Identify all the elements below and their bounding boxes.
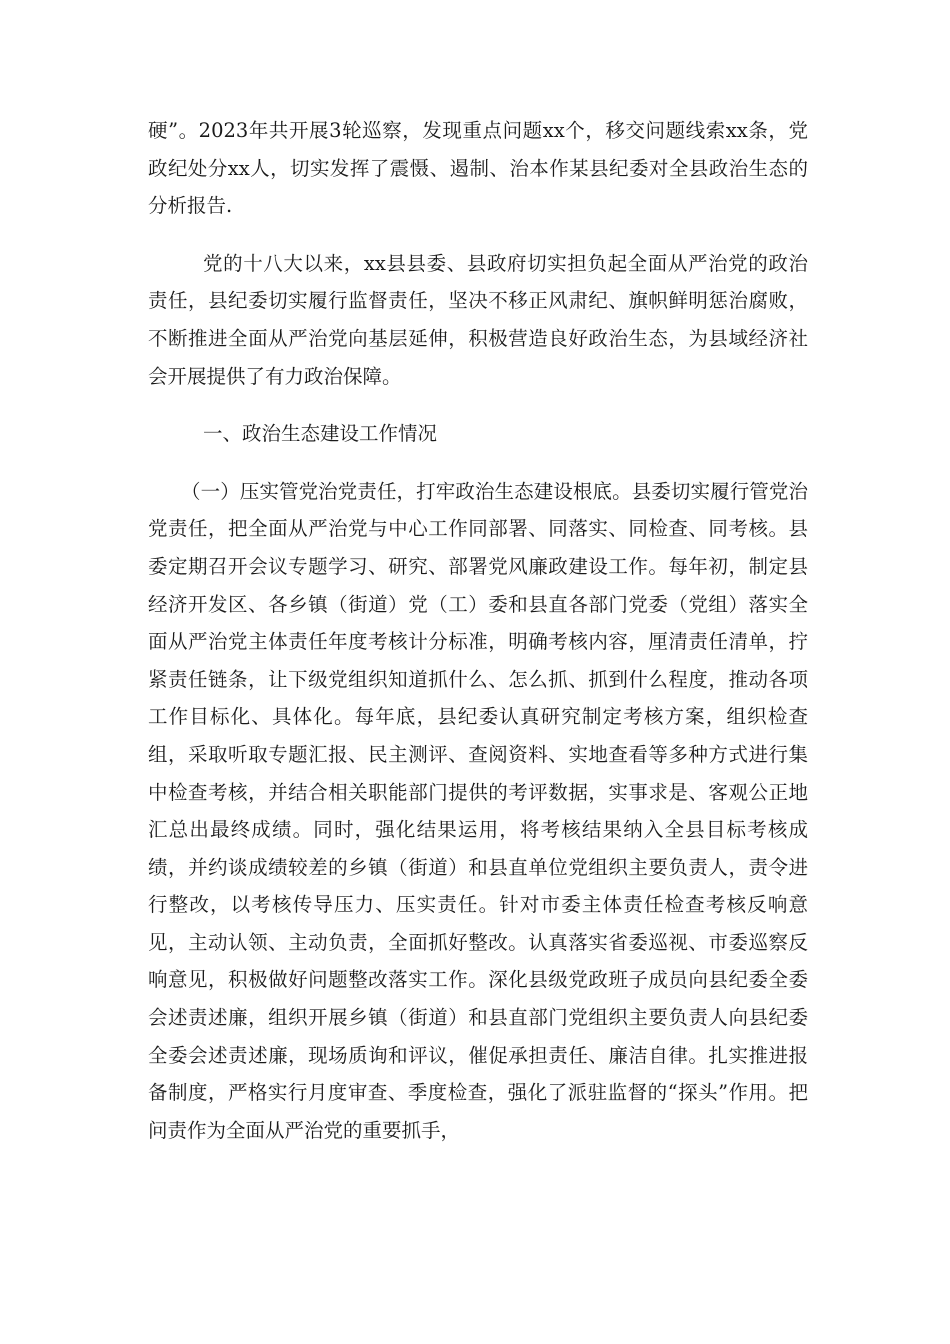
section-heading: 一、政治生态建设工作情况 (203, 422, 438, 446)
document-body (148, 112, 808, 1149)
paragraph-intro: 党的十八大以来，xx县县委、县政府切实担负起全面从严治党的政治责任，县纪委切实履行监督责任，坚决不移正风肃纪、旗帜鲜明惩治腐败，不断推进全面从严治党向基层延伸，积极营造良好政治生态，为县域经济社会开展提供了有力政治保障。 (148, 251, 808, 388)
paragraph-continuation: 硬”。2023年共开展3轮巡察，发现重点问题xx个，移交问题线索xx条，党政纪处分xx人，切实发挥了震慑、遏制、治本作某县纪委对全县政治生态的分析报告. (148, 119, 808, 218)
paragraph-section-1: （一）压实管党治党责任，打牢政治生态建设根底。县委切实履行管党治党责任，把全面从严治党与中心工作同部署、同落实、同检查、同考核。县委定期召开会议专题学习、研究、部署党风廉政建设工作。每年初，制定县经济开发区、各乡镇（街道）党（工）委和县直各部门党委（党组）落实全面从严治党主体责任年度考核计分标准，明确考核内容，厘清责任清单，拧紧责任链条，让下级党组织知道抓什么、怎么抓、抓到什么程度，推动各项工作目标化、具体化。每年底，县纪委认真研究制定考核方案，组织检查组，采取听取专题汇报、民主测评、查阅资料、实地查看等多种方式进行集中检查考核，并结合相关职能部门提供的考评数据，实事求是、客观公正地汇总出最终成绩。同时，强化结果运用，将考核结果纳入全县目标考核成绩，并约谈成绩较差的乡镇（街道）和县直单位党组织主要负责人，责令进行整改，以考核传导压力、压实责任。针对市委主体责任检查考核反响意见，主动认领、主动负责，全面抓好整改。认真落实省委巡视、市委巡察反响意见，积极做好问题整改落实工作。深化县级党政班子成员向县纪委全委会述责述廉，组织开展乡镇（街道）和县直部门党组织主要负责人向县纪委全委会述责述廉，现场质询和评议，催促承担责任、廉洁自律。扎实推进报备制度，严格实行月度审查、季度检查，强化了派驻监督的“探头”作用。把问责作为全面从严治党的重要抓手， (148, 479, 808, 1142)
